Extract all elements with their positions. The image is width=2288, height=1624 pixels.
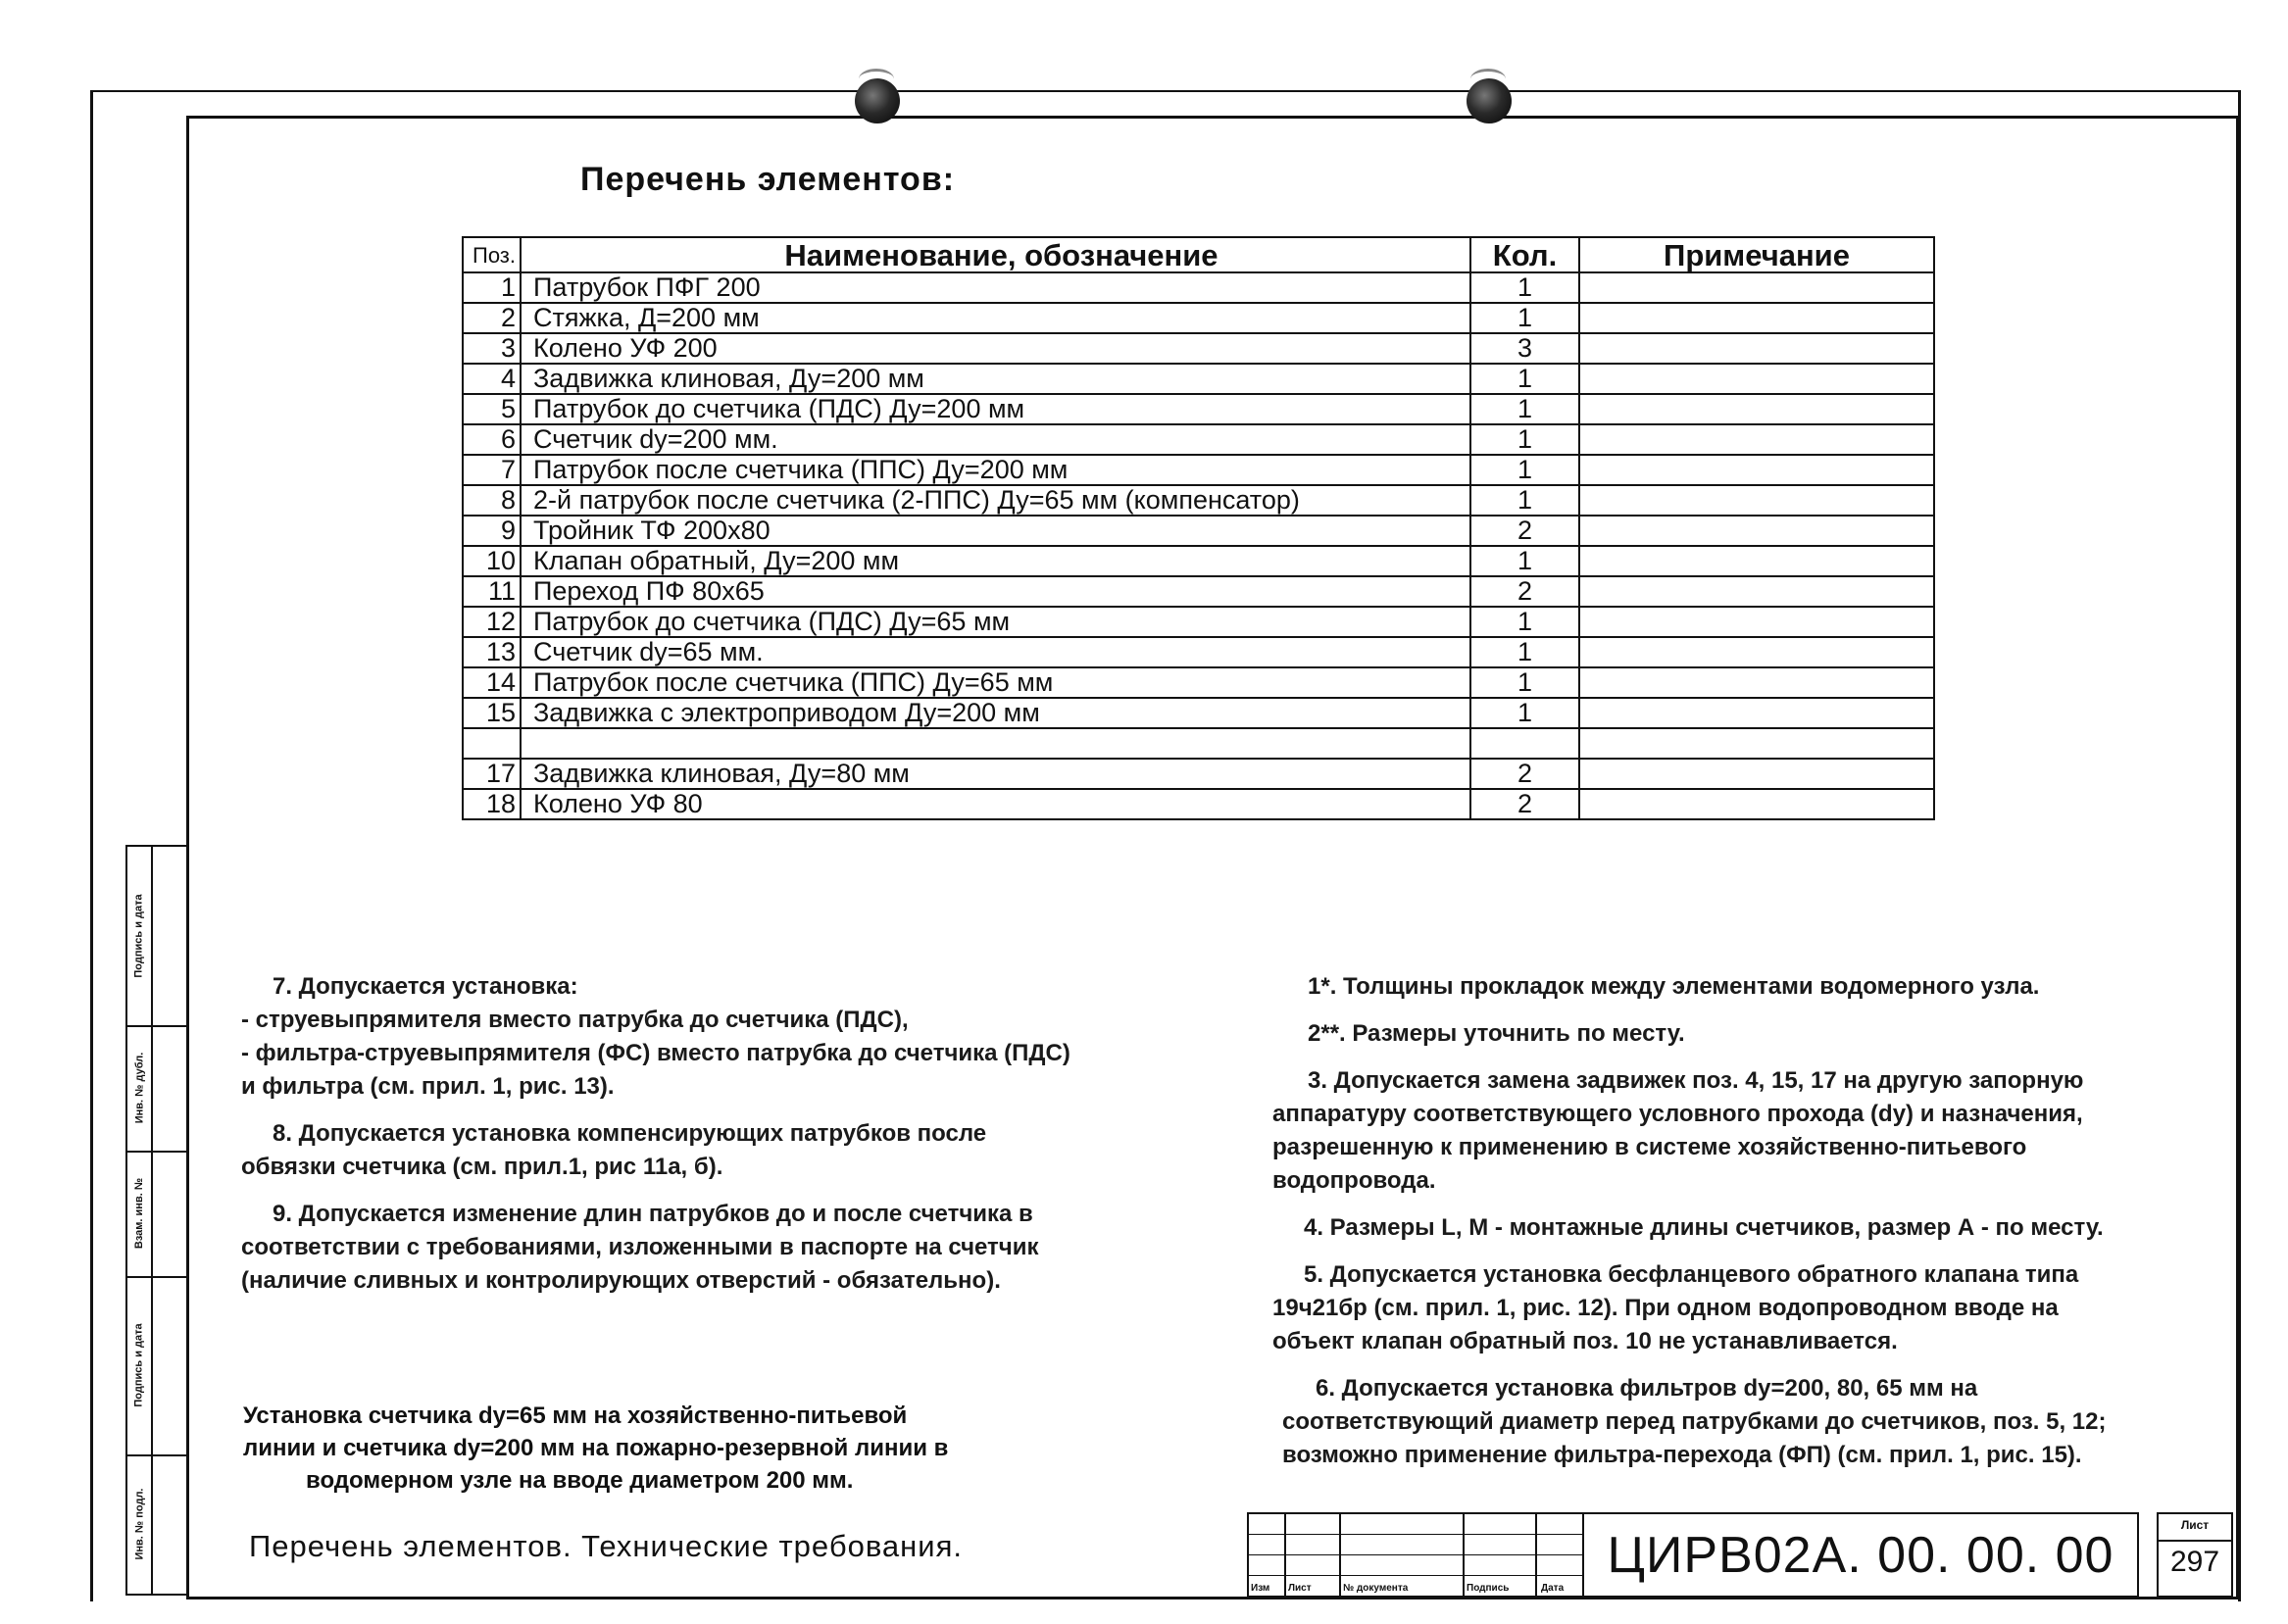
header-note: Примечание (1579, 237, 1934, 272)
cell-pos: 9 (463, 516, 521, 546)
side-label-signature-date-2: Подпись и дата (133, 1323, 146, 1407)
cell-pos: 8 (463, 485, 521, 516)
cell-qty: 1 (1470, 637, 1579, 667)
cell-note (1579, 272, 1934, 303)
note-3-line: разрешенную к применению в системе хозяйственно-питьевого водопровода. (1272, 1134, 2027, 1194)
note-4: 4. Размеры L, M - монтажные длины счетчиков, размер А - по месту. (1304, 1214, 2104, 1241)
header-qty: Кол. (1470, 237, 1579, 272)
title-block (1247, 1512, 2233, 1594)
cell-qty: 3 (1470, 333, 1579, 364)
note-9-line: соответствии с требованиями, изложенными в паспорте на счетчик (241, 1234, 1039, 1260)
table-row (463, 333, 1934, 364)
cell-pos: 14 (463, 667, 521, 698)
note-3-line: 3. Допускается замена задвижек поз. 4, 15, 17 на другую запорную (1308, 1067, 2084, 1094)
cell-note (1579, 576, 1934, 607)
cell-name: Патрубок после счетчика (ППС) Ду=65 мм (521, 667, 1470, 698)
cell-qty: 2 (1470, 759, 1579, 789)
table-row (463, 424, 1934, 455)
note-5-line: 5. Допускается установка бесфланцевого обратного клапана типа (1304, 1261, 2079, 1288)
note-9-line: 9. Допускается изменение длин патрубков до и после счетчика в (273, 1201, 1033, 1227)
table-row (463, 272, 1934, 303)
cell-note (1579, 333, 1934, 364)
note-7-line: - фильтра-струевыпрямителя (ФС) вместо патрубка до счетчика (ПДС) (241, 1040, 1070, 1066)
sheet-label: Лист (2159, 1518, 2231, 1542)
header-name: Наименование, обозначение (521, 237, 1470, 272)
cell-qty: 2 (1470, 576, 1579, 607)
header-pos: Поз. (463, 237, 521, 272)
installation-caption (243, 1400, 1027, 1497)
cell-note (1579, 728, 1934, 759)
cell-pos: 5 (463, 394, 521, 424)
cell-pos: 6 (463, 424, 521, 455)
cell-note (1579, 364, 1934, 394)
note-7-line: - струевыпрямителя вместо патрубка до счетчика (ПДС), (241, 1007, 909, 1033)
notes-right (1272, 970, 2194, 1472)
cell-name: Задвижка клиновая, Ду=80 мм (521, 759, 1470, 789)
cell-qty: 1 (1470, 546, 1579, 576)
sheet-number: 297 (2169, 1546, 2220, 1578)
stamp-header-sheet: Лист (1288, 1583, 1312, 1594)
stamp-header-date: Дата (1541, 1583, 1565, 1594)
table-row (463, 789, 1934, 819)
cell-qty: 2 (1470, 516, 1579, 546)
cell-name: 2-й патрубок после счетчика (2-ППС) Ду=65 мм (компенсатор) (521, 485, 1470, 516)
cell-note (1579, 424, 1934, 455)
note-9-line: (наличие сливных и контролирующих отверстий - обязательно). (241, 1267, 1001, 1294)
table-row (463, 303, 1934, 333)
note-5-line: 19ч21бр (см. прил. 1, рис. 12). При одном водопроводном вводе на (1272, 1295, 2059, 1321)
note-6-line: возможно применение фильтра-перехода (ФП) (см. прил. 1, рис. 15). (1282, 1442, 2082, 1468)
table-row (463, 728, 1934, 759)
cell-name: Счетчик dy=65 мм. (521, 637, 1470, 667)
cell-note (1579, 698, 1934, 728)
table-row (463, 455, 1934, 485)
cell-name: Тройник ТФ 200х80 (521, 516, 1470, 546)
cell-name: Клапан обратный, Ду=200 мм (521, 546, 1470, 576)
cell-note (1579, 485, 1934, 516)
cell-qty: 1 (1470, 424, 1579, 455)
table-row (463, 698, 1934, 728)
sheet-number-box (2157, 1512, 2233, 1598)
table-row (463, 546, 1934, 576)
cell-pos: 7 (463, 455, 521, 485)
stamp-header-change: Изм (1251, 1583, 1270, 1594)
cell-name (521, 728, 1470, 759)
cell-qty: 1 (1470, 364, 1579, 394)
cell-pos: 1 (463, 272, 521, 303)
cell-name: Задвижка с электроприводом Ду=200 мм (521, 698, 1470, 728)
cell-qty: 2 (1470, 789, 1579, 819)
elements-table (462, 236, 1935, 820)
cell-name: Патрубок до счетчика (ПДС) Ду=65 мм (521, 607, 1470, 637)
table-row (463, 667, 1934, 698)
note-6-line: 6. Допускается установка фильтров dy=200, 80, 65 мм на (1316, 1375, 1978, 1402)
cell-qty (1470, 728, 1579, 759)
cell-qty: 1 (1470, 667, 1579, 698)
cell-qty: 1 (1470, 303, 1579, 333)
cell-qty: 1 (1470, 394, 1579, 424)
table-row (463, 485, 1934, 516)
cell-pos: 11 (463, 576, 521, 607)
document-code: ЦИРВ02А. 00. 00. 00 (1582, 1512, 2139, 1598)
cell-pos: 12 (463, 607, 521, 637)
cell-note (1579, 303, 1934, 333)
table-row (463, 637, 1934, 667)
cell-name: Колено УФ 200 (521, 333, 1470, 364)
cell-name: Задвижка клиновая, Ду=200 мм (521, 364, 1470, 394)
note-2: 2**. Размеры уточнить по месту. (1308, 1020, 1685, 1047)
cell-qty: 1 (1470, 455, 1579, 485)
note-1: 1*. Толщины прокладок между элементами водомерного узла. (1308, 973, 2040, 1000)
table-header-row (463, 237, 1934, 272)
cell-name: Колено УФ 80 (521, 789, 1470, 819)
cell-pos (463, 728, 521, 759)
cell-qty: 1 (1470, 485, 1579, 516)
cell-note (1579, 667, 1934, 698)
cell-qty: 1 (1470, 607, 1579, 637)
cell-pos: 17 (463, 759, 521, 789)
stamp-header-doc-number: № документа (1343, 1583, 1409, 1594)
side-stamp (125, 845, 186, 1596)
table-row (463, 394, 1934, 424)
cell-pos: 15 (463, 698, 521, 728)
cell-qty: 1 (1470, 698, 1579, 728)
note-8-line: обвязки счетчика (см. прил.1, рис 11а, б). (241, 1154, 723, 1180)
cell-pos: 10 (463, 546, 521, 576)
cell-note (1579, 455, 1934, 485)
note-8-line: 8. Допускается установка компенсирующих патрубков после (273, 1120, 987, 1147)
table-row (463, 516, 1934, 546)
note-7-title: 7. Допускается установка: (273, 973, 578, 1000)
notes-left (241, 970, 1123, 1298)
document-title: Перечень элементов. Технические требования. (249, 1529, 964, 1563)
side-label-replaced-inv: Взам. инв. № (133, 1177, 145, 1250)
cell-note (1579, 607, 1934, 637)
elements-list-title: Перечень элементов: (580, 161, 956, 198)
cell-pos: 13 (463, 637, 521, 667)
table-body (463, 272, 1934, 819)
binder-hole-right (1467, 78, 1512, 123)
cell-note (1579, 546, 1934, 576)
note-5-line: объект клапан обратный поз. 10 не устанавливается. (1272, 1328, 1898, 1354)
table-row (463, 607, 1934, 637)
caption-line: Установка счетчика dy=65 мм на хозяйственно-питьевой (243, 1403, 908, 1429)
note-6-line: соответствующий диаметр перед патрубками до счетчиков, поз. 5, 12; (1282, 1408, 2107, 1435)
cell-qty: 1 (1470, 272, 1579, 303)
cell-name: Патрубок до счетчика (ПДС) Ду=200 мм (521, 394, 1470, 424)
binder-hole-left (855, 78, 900, 123)
cell-name: Стяжка, Д=200 мм (521, 303, 1470, 333)
cell-note (1579, 789, 1934, 819)
side-label-signature-date: Подпись и дата (133, 894, 146, 978)
cell-pos: 18 (463, 789, 521, 819)
cell-note (1579, 759, 1934, 789)
table-row (463, 364, 1934, 394)
cell-note (1579, 637, 1934, 667)
cell-note (1579, 516, 1934, 546)
cell-pos: 4 (463, 364, 521, 394)
cell-pos: 2 (463, 303, 521, 333)
revision-grid (1247, 1512, 1584, 1598)
caption-line: линии и счетчика dy=200 мм на пожарно-резервной линии в (243, 1435, 949, 1461)
cell-name: Счетчик dy=200 мм. (521, 424, 1470, 455)
side-label-orig-inv: Инв. № подл. (133, 1488, 145, 1560)
cell-note (1579, 394, 1934, 424)
cell-pos: 3 (463, 333, 521, 364)
note-7-line: и фильтра (см. прил. 1, рис. 13). (241, 1073, 615, 1100)
cell-name: Патрубок ПФГ 200 (521, 272, 1470, 303)
stamp-header-signature: Подпись (1467, 1583, 1510, 1594)
cell-name: Переход ПФ 80х65 (521, 576, 1470, 607)
table-row (463, 759, 1934, 789)
side-label-dup-inv: Инв. № дубл. (133, 1052, 146, 1124)
table-row (463, 576, 1934, 607)
cell-name: Патрубок после счетчика (ППС) Ду=200 мм (521, 455, 1470, 485)
note-3-line: аппаратуру соответствующего условного прохода (dy) и назначения, (1272, 1101, 2083, 1127)
caption-line: водомерном узле на вводе диаметром 200 мм. (306, 1467, 854, 1494)
